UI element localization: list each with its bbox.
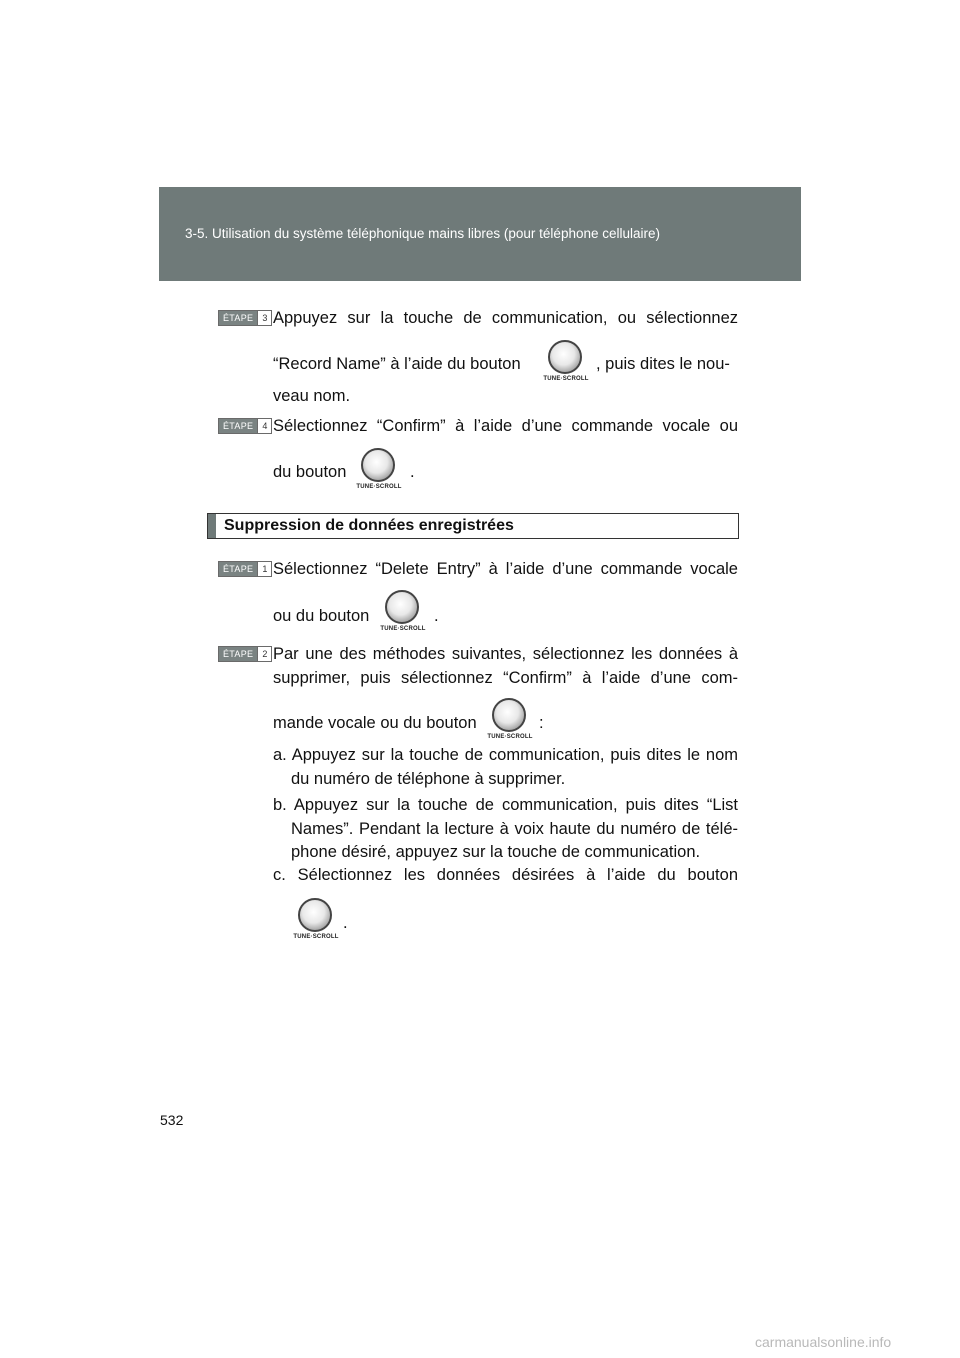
- step-badge-1: [218, 561, 272, 577]
- step-badge-word: ÉTAPE: [219, 419, 257, 433]
- tune-scroll-knob-icon: TUNE·SCROLL: [482, 698, 538, 744]
- step-2-line-2: supprimer, puis sélectionnez “Confirm” à l’aide d’une com-: [273, 669, 738, 687]
- step-badge-number: 3: [257, 311, 271, 325]
- tune-scroll-knob-icon: TUNE·SCROLL: [538, 340, 594, 386]
- page-number: 532: [160, 1112, 184, 1128]
- step-3-line-3: veau nom.: [273, 387, 351, 405]
- step-badge-number: 4: [257, 419, 271, 433]
- step-badge-number: 1: [257, 562, 271, 576]
- step-2-line-3a: mande vocale ou du bouton: [273, 714, 477, 732]
- step-badge-word: ÉTAPE: [219, 647, 257, 661]
- step-1-line-1: Sélectionnez “Delete Entry” à l’aide d’une commande vocale: [273, 560, 738, 578]
- option-a-line-1: a. Appuyez sur la touche de communication, puis dites le nom: [273, 746, 738, 764]
- step-badge-number: 2: [257, 647, 271, 661]
- option-b-line-3: phone désiré, appuyez sur la touche de communication.: [291, 843, 701, 861]
- chapter-header-title: 3-5. Utilisation du système téléphonique mains libres (pour téléphone cellulaire): [185, 226, 661, 241]
- step-4-line-2a: du bouton: [273, 463, 347, 481]
- step-3-line-2a: “Record Name” à l’aide du bouton: [273, 355, 521, 373]
- option-a-line-2: du numéro de téléphone à supprimer.: [291, 770, 566, 788]
- option-c-line-1: c. Sélectionnez les données désirées à l’aide du bouton: [273, 866, 738, 884]
- step-3-line-1: Appuyez sur la touche de communication, ou sélectionnez: [273, 309, 738, 327]
- section-heading-bar: [208, 514, 216, 538]
- option-b-line-1: b. Appuyez sur la touche de communication, puis dites “List: [273, 796, 738, 814]
- step-badge-3: [218, 310, 272, 326]
- step-2-line-3b: :: [539, 714, 544, 732]
- watermark: carmanualsonline.info: [755, 1334, 892, 1350]
- step-4-line-2b: .: [410, 463, 415, 481]
- step-badge-word: ÉTAPE: [219, 562, 257, 576]
- option-b-line-2: Names”. Pendant la lecture à voix haute du numéro de télé-: [291, 820, 738, 838]
- step-3-line-2b: , puis dites le nou-: [596, 355, 730, 373]
- step-badge-2: [218, 646, 272, 662]
- step-4-line-1: Sélectionnez “Confirm” à l’aide d’une commande vocale ou: [273, 417, 738, 435]
- step-1-line-2a: ou du bouton: [273, 607, 370, 625]
- step-2-line-1: Par une des méthodes suivantes, sélectionnez les données à: [273, 645, 738, 663]
- tune-scroll-knob-icon: TUNE·SCROLL: [351, 448, 407, 494]
- tune-scroll-knob-icon: TUNE·SCROLL: [288, 898, 344, 944]
- step-badge-4: [218, 418, 272, 434]
- option-c-line-2: .: [343, 914, 348, 932]
- step-1-line-2b: .: [434, 607, 439, 625]
- section-heading: [207, 513, 739, 539]
- section-heading-title: Suppression de données enregistrées: [224, 517, 514, 534]
- tune-scroll-knob-icon: TUNE·SCROLL: [375, 590, 431, 636]
- step-badge-word: ÉTAPE: [219, 311, 257, 325]
